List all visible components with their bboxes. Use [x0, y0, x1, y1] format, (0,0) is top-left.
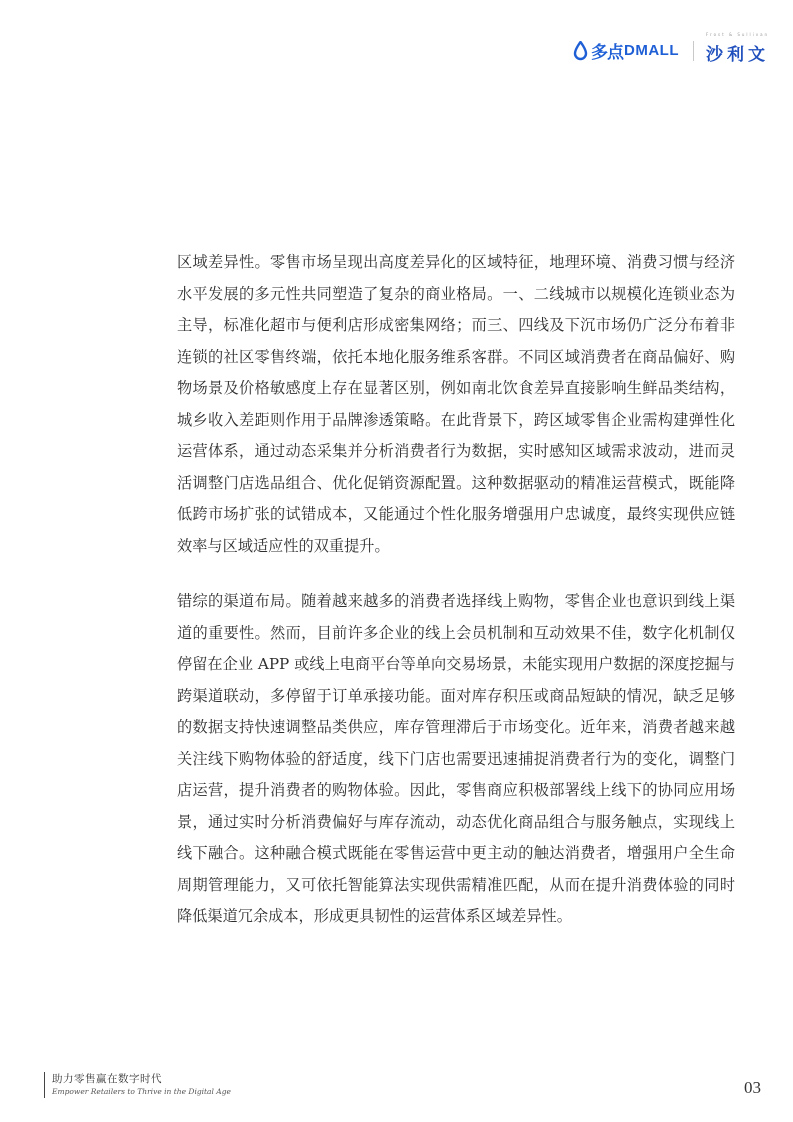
footer-subtitle-en: Empower Retailers to Thrive in the Digital Age	[52, 1087, 231, 1096]
dmall-logo-en: DMALL	[624, 42, 679, 59]
dmall-logo-cn: 多点	[591, 43, 623, 63]
footer-tagline	[44, 1072, 231, 1098]
paragraph-channel-layout: 错综的渠道布局。随着越来越多的消费者选择线上购物，零售企业也意识到线上渠道的重要性。然而，目前许多企业的线上会员机制和互动效果不佳，数字化机制仅停留在企业 APP 或线上电商平台等单向交易场景，未能实现用户数据的深度挖掘与跨渠道联动，多停留于订单承接功能。面对库存积压或商品短缺的情况，缺乏足够的数据支持快速调整品类供应，库存管理滞后于市场变化。近年来，消费者越来越关注线下购物体验的舒适度，线下门店也需要迅速捕捉消费者行为的变化，调整门店运营，提升消费者的购物体验。因此，零售商应积极部署线上线下的协同应用场景，通过实时分析消费偏好与库存流动，动态优化商品组合与服务触点，实现线上线下融合。这种融合模式既能在零售运营中更主动的触达消费者，增强用户全生命周期管理能力，又可依托智能算法实现供需精准匹配，从而在提升消费体验的同时降低渠道冗余成本，形成更具韧性的运营体系区域差异性。	[177, 592, 735, 925]
paragraph-regional-difference: 区域差异性。零售市场呈现出高度差异化的区域特征，地理环境、消费习惯与经济水平发展的多元性共同塑造了复杂的商业格局。一、二线城市以规模化连锁业态为主导，标准化超市与便利店形成密集网络；而三、四线及下沉市场仍广泛分布着非连锁的社区零售终端，依托本地化服务维系客群。不同区域消费者在商品偏好、购物场景及价格敏感度上存在显著区别，例如南北饮食差异直接影响生鲜品类结构，城乡收入差距则作用于品牌渗透策略。在此背景下，跨区域零售企业需构建弹性化运营体系，通过动态采集并分析消费者行为数据，实时感知区域需求波动，进而灵活调整门店选品组合、优化促销资源配置。这种数据驱动的精准运营模式，既能降低跨市场扩张的试错成本，又能通过个性化服务增强用户忠诚度，最终实现供应链效率与区域适应性的双重提升。	[177, 253, 735, 555]
footer-title-cn: 助力零售赢在数字时代	[52, 1073, 162, 1085]
dmall-drop-icon	[573, 41, 588, 61]
main-content	[177, 247, 735, 933]
page-number: 03	[744, 1078, 761, 1097]
sharewin-logo-en: Frost & Sullivan	[706, 32, 770, 37]
dmall-logo	[573, 38, 679, 63]
logo-divider	[693, 41, 694, 61]
header-logos	[573, 32, 770, 65]
sharewin-logo	[706, 32, 770, 65]
sharewin-logo-cn: 沙利文	[706, 45, 769, 65]
